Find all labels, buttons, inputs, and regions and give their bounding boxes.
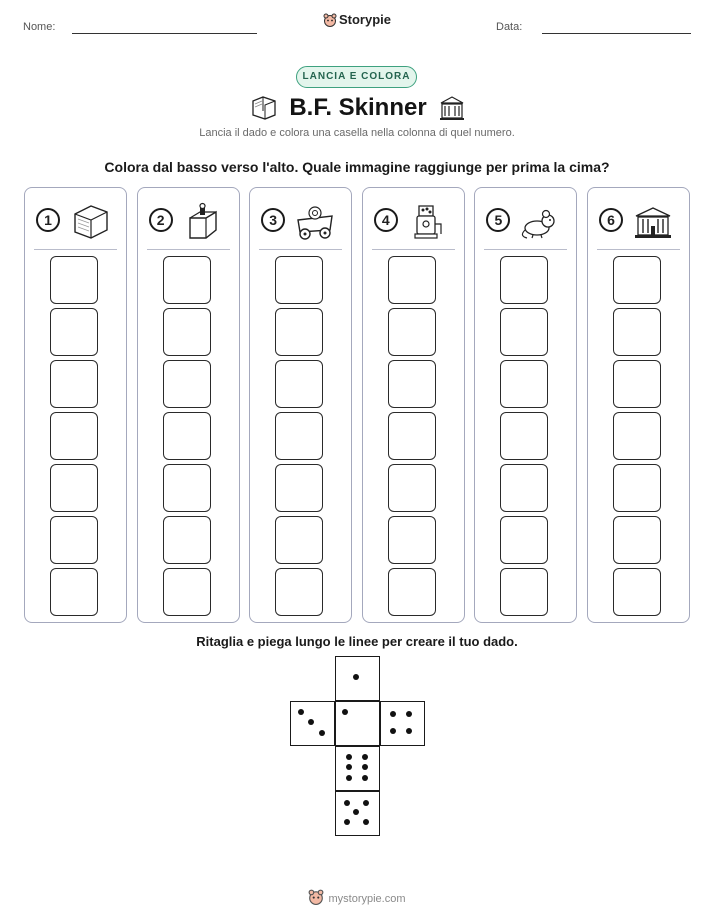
pip xyxy=(406,728,412,734)
brand-name: Storypie xyxy=(338,12,391,27)
column-divider xyxy=(259,249,342,250)
column-number: 6 xyxy=(599,208,623,232)
pip xyxy=(298,709,304,715)
pip xyxy=(346,764,352,770)
column-4 xyxy=(362,187,465,623)
storypie-mascot-icon xyxy=(308,889,324,905)
die-face-1-center xyxy=(335,701,380,746)
book-icon xyxy=(69,202,111,242)
column-1 xyxy=(24,187,127,623)
building-icon xyxy=(632,202,674,242)
column-3 xyxy=(249,187,352,623)
column-number: 4 xyxy=(374,208,398,232)
cell-row-7[interactable] xyxy=(163,256,211,304)
cut-instruction: Ritaglia e piega lungo le linee per creare il tuo dado. xyxy=(196,634,518,649)
pip xyxy=(362,775,368,781)
column-6 xyxy=(587,187,690,623)
cell-row-1[interactable] xyxy=(275,568,323,616)
cell-row-1[interactable] xyxy=(50,568,98,616)
cell-row-5[interactable] xyxy=(163,360,211,408)
column-divider xyxy=(372,249,455,250)
pip xyxy=(308,719,314,725)
lever-box-icon xyxy=(182,202,224,242)
cell-row-5[interactable] xyxy=(275,360,323,408)
name-label: Nome: xyxy=(23,21,56,33)
column-header xyxy=(588,202,689,244)
cell-row-3[interactable] xyxy=(500,464,548,512)
cell-row-6[interactable] xyxy=(163,308,211,356)
building-icon xyxy=(439,95,465,128)
wagon-icon xyxy=(294,202,336,242)
pip xyxy=(390,728,396,734)
column-header xyxy=(363,202,464,244)
cell-row-2[interactable] xyxy=(500,516,548,564)
column-header xyxy=(475,202,576,244)
header xyxy=(0,0,714,50)
cell-row-3[interactable] xyxy=(50,464,98,512)
pip xyxy=(353,674,359,680)
cell-row-2[interactable] xyxy=(388,516,436,564)
cell-row-1[interactable] xyxy=(388,568,436,616)
pip xyxy=(363,800,369,806)
page-title: B.F. Skinner xyxy=(289,94,427,121)
die-face-1-top xyxy=(335,656,380,701)
cell-row-4[interactable] xyxy=(163,412,211,460)
activity-badge: LANCIA E COLORA xyxy=(296,66,417,88)
footer xyxy=(0,889,714,905)
cell-row-5[interactable] xyxy=(388,360,436,408)
cell-row-5[interactable] xyxy=(50,360,98,408)
cell-row-4[interactable] xyxy=(613,412,661,460)
cell-row-7[interactable] xyxy=(500,256,548,304)
column-header xyxy=(250,202,351,244)
pip xyxy=(344,800,350,806)
storypie-mascot-icon xyxy=(323,13,337,27)
pip xyxy=(346,754,352,760)
cell-row-3[interactable] xyxy=(388,464,436,512)
pip xyxy=(406,711,412,717)
cell-row-2[interactable] xyxy=(50,516,98,564)
cell-row-7[interactable] xyxy=(275,256,323,304)
cell-row-4[interactable] xyxy=(388,412,436,460)
cell-row-3[interactable] xyxy=(275,464,323,512)
pip xyxy=(353,809,359,815)
column-divider xyxy=(34,249,117,250)
pip xyxy=(344,819,350,825)
cell-row-7[interactable] xyxy=(388,256,436,304)
race-columns xyxy=(24,187,690,623)
column-5 xyxy=(474,187,577,623)
column-header xyxy=(25,202,126,244)
cell-row-5[interactable] xyxy=(500,360,548,408)
die-face-5 xyxy=(335,791,380,836)
pip xyxy=(390,711,396,717)
die-face-6 xyxy=(335,746,380,791)
cell-row-6[interactable] xyxy=(50,308,98,356)
cell-row-6[interactable] xyxy=(613,308,661,356)
cell-row-3[interactable] xyxy=(163,464,211,512)
cell-row-6[interactable] xyxy=(388,308,436,356)
book-icon xyxy=(249,93,277,128)
cell-row-4[interactable] xyxy=(275,412,323,460)
pip xyxy=(346,775,352,781)
die-net xyxy=(290,656,425,836)
column-number: 1 xyxy=(36,208,60,232)
cell-row-2[interactable] xyxy=(613,516,661,564)
subtitle: Lancia il dado e colora una casella nella colonna di quel numero. xyxy=(199,127,515,139)
cell-row-2[interactable] xyxy=(275,516,323,564)
pip xyxy=(363,819,369,825)
date-label: Data: xyxy=(496,21,523,33)
cell-row-6[interactable] xyxy=(500,308,548,356)
pip xyxy=(362,764,368,770)
column-divider xyxy=(484,249,567,250)
cell-row-4[interactable] xyxy=(500,412,548,460)
cell-row-3[interactable] xyxy=(613,464,661,512)
column-divider xyxy=(597,249,680,250)
column-number: 5 xyxy=(486,208,510,232)
pip xyxy=(342,709,348,715)
cell-row-1[interactable] xyxy=(500,568,548,616)
column-number: 2 xyxy=(149,208,173,232)
brand-logo xyxy=(0,12,714,27)
cell-row-7[interactable] xyxy=(613,256,661,304)
date-line[interactable] xyxy=(542,33,691,34)
cell-row-1[interactable] xyxy=(163,568,211,616)
cell-row-7[interactable] xyxy=(50,256,98,304)
cell-row-6[interactable] xyxy=(275,308,323,356)
cell-row-5[interactable] xyxy=(613,360,661,408)
mouse-icon xyxy=(519,202,561,242)
instruction: Colora dal basso verso l'alto. Quale immagine raggiunge per prima la cima? xyxy=(104,159,610,175)
column-header xyxy=(138,202,239,244)
food-dispenser-icon xyxy=(407,202,449,242)
page-title-row xyxy=(0,93,714,128)
die-face-4 xyxy=(380,701,425,746)
name-line[interactable] xyxy=(72,33,257,34)
column-2 xyxy=(137,187,240,623)
column-number: 3 xyxy=(261,208,285,232)
footer-url[interactable]: mystorypie.com xyxy=(328,893,406,905)
cell-row-1[interactable] xyxy=(613,568,661,616)
die-face-3 xyxy=(290,701,335,746)
pip xyxy=(362,754,368,760)
column-divider xyxy=(147,249,230,250)
cell-row-2[interactable] xyxy=(163,516,211,564)
cell-row-4[interactable] xyxy=(50,412,98,460)
pip xyxy=(319,730,325,736)
